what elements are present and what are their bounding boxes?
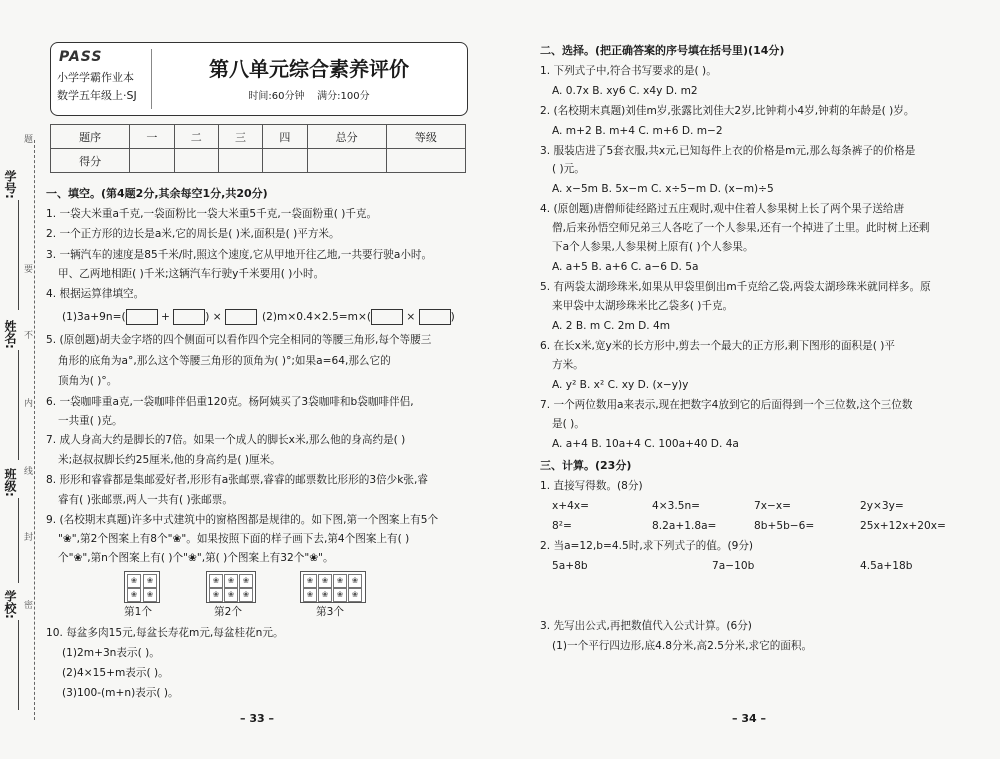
exam-full-score: 满分:100分 [317,91,370,102]
question-line: 9. (名校期末真题)许多中式建筑中的窗格图都是规律的。如下图,第一个图案上有5个 [46,514,439,526]
flower-icon: ❀ [127,574,141,588]
fold-char: 要 [24,265,34,275]
fold-char: 密 [24,601,34,611]
answer-box[interactable] [225,309,257,325]
flower-icon: ❀ [224,588,238,602]
name-label: 姓名: [3,320,17,349]
q4-part1: (1)3a+9n=( + ) × [62,309,257,325]
answer-box[interactable] [419,309,451,325]
score-col-header: 一 [130,125,174,149]
question-line: 7. 成人身高大约是脚长的7倍。如果一个成人的脚长x米,那么他的身高约是( ) [46,434,406,446]
calc-item: 8.2a+1.8a= [652,520,717,532]
calc-item: 7a−10b [712,560,755,572]
calc-subtitle: 3. 先写出公式,再把数值代入公式计算。(6分) [540,620,752,632]
question-line: 甲、乙两地相距( )千米;这辆汽车行驶y千米要用( )小时。 [58,268,325,280]
class-underline [18,498,20,583]
calc-item: 25x+12x+20x= [860,520,946,532]
flower-icon: ❀ [333,588,347,602]
question-line: 来甲袋中太湖珍珠米比乙袋多( )千克。 [552,300,734,312]
question-line: 5. 有两袋太湖珍珠米,如果从甲袋里倒出m千克给乙袋,两袋太湖珍珠米就同样多。原 [540,281,931,293]
score-col-header: 二 [174,125,218,149]
header-box [50,42,468,116]
fold-char: 题 [24,135,34,145]
option-row: A. x−5m B. 5x−m C. x÷5−m D. (x−m)÷5 [552,183,774,195]
score-cell[interactable] [386,149,465,173]
question-line: 7. 一个两位数用a来表示,现在把数字4放到它的后面得到一个三位数,这个三位数 [540,399,913,411]
school-underline [18,620,20,710]
score-col-header: 四 [263,125,307,149]
question-line: 8. 形形和睿睿都是集邮爱好者,形形有a张邮票,睿睿的邮票数比形形的3倍少k张,睿 [46,474,428,486]
q4-part2-text: (2)m×0.4×2.5=m×( [262,311,371,323]
question-line: (1)2m+3n表示( )。 [62,647,160,659]
score-col-header: 题序 [51,125,130,149]
pass-logo: PASS [59,49,103,65]
question-line: 一共重( )克。 [58,415,123,427]
q4-part2: (2)m×0.4×2.5=m×( × ) [262,311,455,323]
score-cell[interactable] [174,149,218,173]
calc-item: 2y×3y= [860,500,904,512]
score-cell[interactable] [218,149,262,173]
flower-icon: ❀ [239,588,253,602]
fold-char: 封 [24,533,34,543]
flower-icon: ❀ [209,588,223,602]
id-underline [18,200,20,310]
score-col-header: 三 [218,125,262,149]
page-title: 第八单元综合素养评价 [209,57,409,81]
question-line: (3)100-(m+n)表示( )。 [62,687,179,699]
score-cell[interactable] [307,149,386,173]
calc-item: (1)一个平行四边形,底4.8分米,高2.5分米,求它的面积。 [552,640,813,652]
q4-part1-text: (1)3a+9n=( [62,311,126,323]
flower-icon: ❀ [209,574,223,588]
flower-icon: ❀ [239,574,253,588]
class-label: 班级: [3,468,17,497]
question-line: 方米。 [552,359,584,371]
figure-label: 第2个 [214,606,242,618]
question-line: (2)4×15+m表示( )。 [62,667,169,679]
calc-item: 5a+8b [552,560,588,572]
answer-box[interactable] [371,309,403,325]
series-name: 小学学霸作业本 [57,71,134,84]
calc-item: x+4x= [552,500,590,512]
student-id-label: 学号: [3,170,17,199]
question-line: ( )元。 [552,163,585,175]
option-row: A. 2 B. m C. 2m D. 4m [552,320,671,332]
pattern-figure-1 [124,571,160,603]
question-line: 3. 一辆汽车的速度是85千米/时,照这个速度,它从甲地开往乙地,一共要行驶a小时。 [46,249,433,261]
flower-icon: ❀ [348,588,362,602]
flower-icon: ❀ [127,588,141,602]
score-cell[interactable] [130,149,174,173]
option-row: A. a+5 B. a+6 C. a−6 D. 5a [552,261,699,273]
flower-icon: ❀ [224,574,238,588]
exam-time: 时间:60分钟 [248,91,305,102]
calc-subtitle: 2. 当a=12,b=4.5时,求下列式子的值。(9分) [540,540,754,552]
calc-item: 8b+5b−6= [754,520,815,532]
question-line: 5. (原创题)胡夫金字塔的四个侧面可以看作四个完全相同的等腰三角形,每个等腰三 [46,334,432,346]
option-row: A. y² B. x² C. xy D. (x−y)y [552,379,689,391]
figure-label: 第1个 [124,606,152,618]
score-table [50,124,466,173]
option-row: A. a+4 B. 10a+4 C. 100a+40 D. 4a [552,438,739,450]
fold-line [34,140,35,720]
question-line: 个"❀",第n个图案上有( )个"❀",第( )个图案上有32个"❀"。 [58,552,334,564]
score-table-header [51,125,466,149]
page-number-right: – 34 – [732,712,766,725]
exam-meta [151,87,467,102]
question-line: 下a个人参果,人参果树上原有( )个人参果。 [552,241,754,253]
pattern-figure-3 [300,571,366,603]
calc-item: 8²= [552,520,572,532]
score-col-header: 等级 [386,125,465,149]
question-line: 2. 一个正方形的边长是a米,它的周长是( )米,面积是( )平方米。 [46,228,340,240]
question-line: 是( )。 [552,418,585,430]
fold-char: 不 [24,331,34,341]
question-line: 4. 根据运算律填空。 [46,288,145,300]
page-number-left: – 33 – [240,712,274,725]
question-line: 6. 一袋咖啡重a克,一袋咖啡伴侣重120克。杨阿姨买了3袋咖啡和b袋咖啡伴侣, [46,396,414,408]
question-line: 6. 在长x米,宽y米的长方形中,剪去一个最大的正方形,剩下图形的面积是( )平 [540,340,895,352]
calc-item: 4.5a+18b [860,560,913,572]
flower-icon: ❀ [143,574,157,588]
option-row: A. m+2 B. m+4 C. m+6 D. m−2 [552,125,723,137]
pattern-figure-2 [206,571,256,603]
calc-subtitle: 1. 直接写得数。(8分) [540,480,643,492]
figure-label: 第3个 [316,606,344,618]
section-fill-title: 一、填空。(第4题2分,其余每空1分,共20分) [46,187,268,200]
question-line: 3. 服装店进了5套衣服,共x元,已知每件上衣的价格是m元,那么每条裤子的价格是 [540,145,916,157]
question-line: 1. 下列式子中,符合书写要求的是( )。 [540,65,717,77]
score-table-row [51,149,466,173]
series-info [57,69,137,105]
question-line: 1. 一袋大米重a千克,一袋面粉比一袋大米重5千克,一袋面粉重( )千克。 [46,208,378,220]
question-line: 僧,后来孙悟空师兄弟三人各吃了一个人参果,还有一个掉进了土里。此时树上还剩 [552,222,930,234]
answer-box[interactable] [126,309,158,325]
question-line: 角形的底角为a°,那么这个等腰三角形的顶角为( )°;如果a=64,那么它的 [58,355,391,367]
answer-box[interactable] [173,309,205,325]
flower-icon: ❀ [303,588,317,602]
flower-icon: ❀ [303,574,317,588]
calc-item: 4×3.5n= [652,500,701,512]
flower-icon: ❀ [318,574,332,588]
option-row: A. 0.7x B. xy6 C. x4y D. m2 [552,85,698,97]
flower-icon: ❀ [333,574,347,588]
section-calc-title: 三、计算。(23分) [540,459,632,472]
school-label: 学校: [3,590,17,619]
question-line: 米;赵叔叔脚长约25厘米,他的身高约是( )厘米。 [58,454,281,466]
fold-char: 线 [24,467,34,477]
score-cell[interactable] [263,149,307,173]
question-line: 睿有( )张邮票,两人一共有( )张邮票。 [58,494,233,506]
flower-icon: ❀ [143,588,157,602]
question-line: 10. 每盆多肉15元,每盆长寿花m元,每盆桂花n元。 [46,627,284,639]
name-underline [18,350,20,460]
question-line: 4. (原创题)唐僧师徒经路过五庄观时,观中住着人参果树上长了两个果子送给唐 [540,203,905,215]
flower-icon: ❀ [348,574,362,588]
flower-icon: ❀ [318,588,332,602]
question-line: "❀",第2个图案上有8个"❀"。如果按照下面的样子画下去,第4个图案上有( ) [58,533,410,545]
score-col-header: 总分 [307,125,386,149]
section-choice-title: 二、选择。(把正确答案的序号填在括号里)(14分) [540,44,785,57]
grade-name: 数学五年级上·SJ [57,89,137,102]
fold-char: 内 [24,399,34,409]
question-line: 2. (名校期末真题)刘佳m岁,张露比刘佳大2岁,比钟莉小4岁,钟莉的年龄是( )岁。 [540,105,915,117]
score-row-label: 得分 [51,149,130,173]
calc-item: 7x−x= [754,500,792,512]
question-line: 顶角为( )°。 [58,375,118,387]
